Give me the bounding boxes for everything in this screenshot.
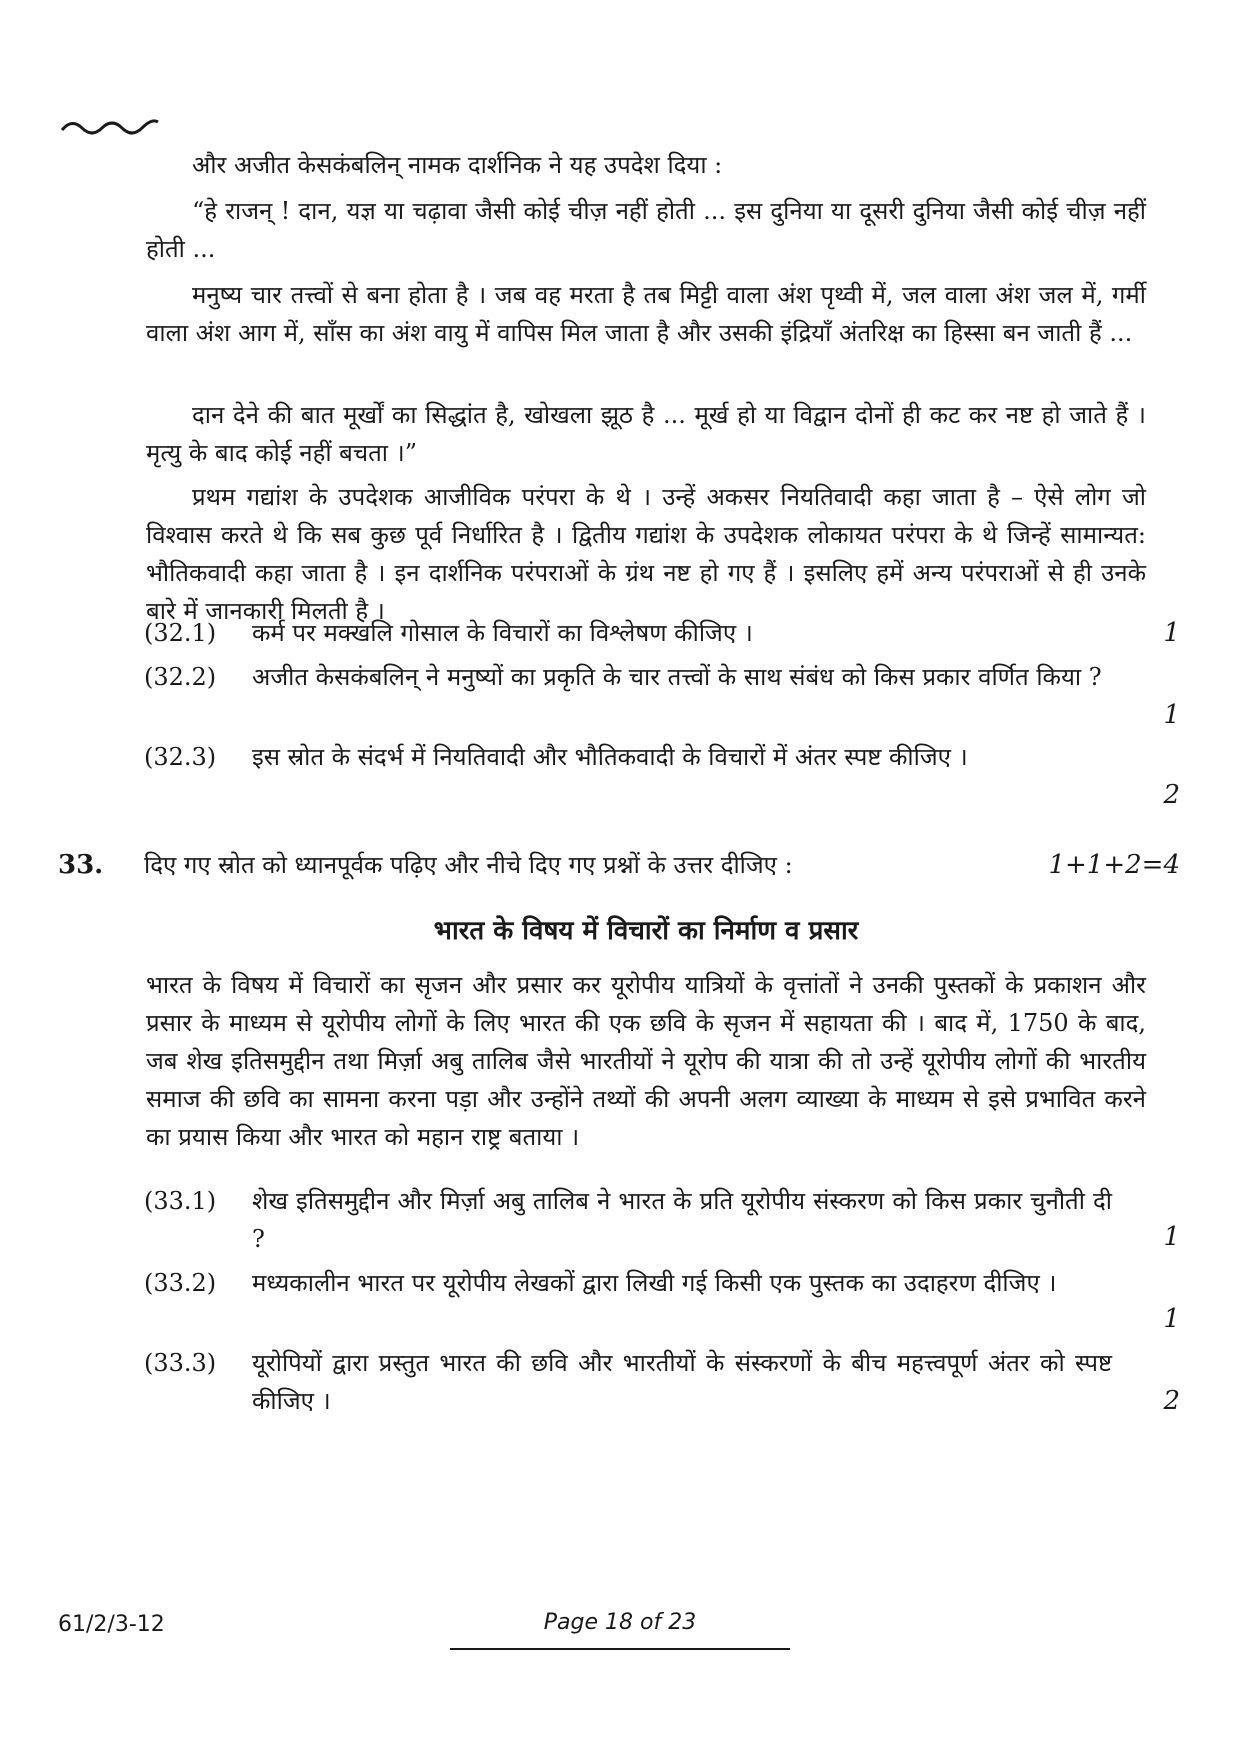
footer-rule bbox=[450, 1648, 790, 1650]
sub-question-number: (32.1) bbox=[144, 619, 217, 647]
marks: 1 bbox=[1163, 700, 1180, 730]
sub-question-text: कर्म पर मक्खलि गोसाल के विचारों का विश्लेषण कीजिए । bbox=[252, 619, 753, 647]
sub-question-number: (33.1) bbox=[144, 1187, 217, 1215]
question-instruction: दिए गए स्रोत को ध्यानपूर्वक पढ़िए और नीचे दिए गए प्रश्नों के उत्तर दीजिए : bbox=[144, 851, 793, 879]
total-marks: 1+1+2=4 bbox=[1048, 850, 1180, 880]
sub-question-number: (33.2) bbox=[144, 1269, 217, 1297]
sub-question-text: अजीत केसकंबलिन् ने मनुष्यों का प्रकृति के चार तत्त्वों के साथ संबंध को किस प्रकार वर्णित किया ? bbox=[252, 663, 1102, 691]
marks: 1 bbox=[1163, 1304, 1180, 1334]
paper-code: 61/2/3-12 bbox=[58, 1612, 165, 1637]
explanatory-note: प्रथम गद्यांश के उपदेशक आजीविक परंपरा के थे । उन्हें अकसर नियतिवादी कहा जाता है – ऐसे लोग जो विश्वास करते थे कि सब कुछ पूर्व निर्धारित है । द्वितीय गद्यांश के उपदेशक लोकायत परंपरा के थे जिन्हें सामान्यत: भौतिकवादी कहा जाता है । इन दार्शनिक परंपराओं के ग्रंथ नष्ट हो गए हैं । इसलिए हमें अन्य परंपराओं से ही उनके बारे में जानकारी मिलती है । bbox=[146, 483, 1146, 625]
sub-question-text: मध्यकालीन भारत पर यूरोपीय लेखकों द्वारा लिखी गई किसी एक पुस्तक का उदाहरण दीजिए । bbox=[252, 1269, 1057, 1297]
marks: 2 bbox=[1163, 780, 1180, 810]
quote-paragraph-2: मनुष्य चार तत्त्वों से बना होता है । जब वह मरता है तब मिट्टी वाला अंश पृथ्वी में, जल वाला अंश जल में, गर्मी वाला अंश आग में, साँस का अंश वायु में वापिस मिल जाता है और उसकी इंद्रियाँ अंतरिक्ष का हिस्सा बन जाती हैं ... bbox=[146, 281, 1146, 347]
marks: 1 bbox=[1163, 618, 1180, 648]
source-passage: भारत के विषय में विचारों का सृजन और प्रसार कर यूरोपीय यात्रियों के वृत्तांतों ने उनकी पुस्तकों के प्रकाशन और प्रसार के माध्यम से यूरोपीय लोगों के लिए भारत की एक छवि के सृजन में सहायता की । बाद में, 1750 के बाद, जब शेख इतिसमुद्दीन तथा मिर्ज़ा अबु तालिब जैसे भारतीयों ने यूरोप की यात्रा की तो उन्हें यूरोपीय लोगों की भारतीय समाज की छवि का सामना करना पड़ा और उन्होंने तथ्यों की अपनी अलग व्याख्या के माध्यम से इसे प्रभावित करने का प्रयास किया और भारत को महान राष्ट्र बताया । bbox=[146, 971, 1146, 1151]
sub-question-number: (32.2) bbox=[144, 663, 217, 691]
sub-question-number: (33.3) bbox=[144, 1349, 217, 1377]
source-intro: और अजीत केसकंबलिन् नामक दार्शनिक ने यह उपदेश दिया : bbox=[192, 151, 723, 179]
sub-question-text: इस स्रोत के संदर्भ में नियतिवादी और भौतिकवादी के विचारों में अंतर स्पष्ट कीजिए । bbox=[252, 743, 968, 771]
marks: 1 bbox=[1163, 1222, 1180, 1252]
quote-paragraph-1: “हे राजन् ! दान, यज्ञ या चढ़ावा जैसी कोई चीज़ नहीं होती ... इस दुनिया या दूसरी दुनिया जैसी कोई चीज़ नहीं होती ... bbox=[146, 197, 1146, 263]
source-heading: भारत के विषय में विचारों का निर्माण व प्रसार bbox=[433, 916, 859, 946]
sub-question-number: (32.3) bbox=[144, 743, 217, 771]
question-number: 33. bbox=[58, 850, 104, 880]
quote-paragraph-3: दान देने की बात मूर्खों का सिद्धांत है, खोखला झूठ है ... मूर्ख हो या विद्वान दोनों ही कट कर नष्ट हो जाते हैं । मृत्यु के बाद कोई नहीं बचता ।” bbox=[146, 401, 1146, 467]
sub-question-text: शेख इतिसमुद्दीन और मिर्ज़ा अबु तालिब ने भारत के प्रति यूरोपीय संस्करण को किस प्रकार चुनौती दी ? bbox=[252, 1187, 1112, 1253]
page-number: Page 18 of 23 bbox=[543, 1610, 697, 1635]
sub-question-text: यूरोपियों द्वारा प्रस्तुत भारत की छवि और भारतीयों के संस्करणों के बीच महत्त्वपूर्ण अंतर को स्पष्ट कीजिए । bbox=[252, 1349, 1112, 1415]
marks: 2 bbox=[1163, 1386, 1180, 1416]
wave-mark-icon bbox=[60, 112, 160, 142]
